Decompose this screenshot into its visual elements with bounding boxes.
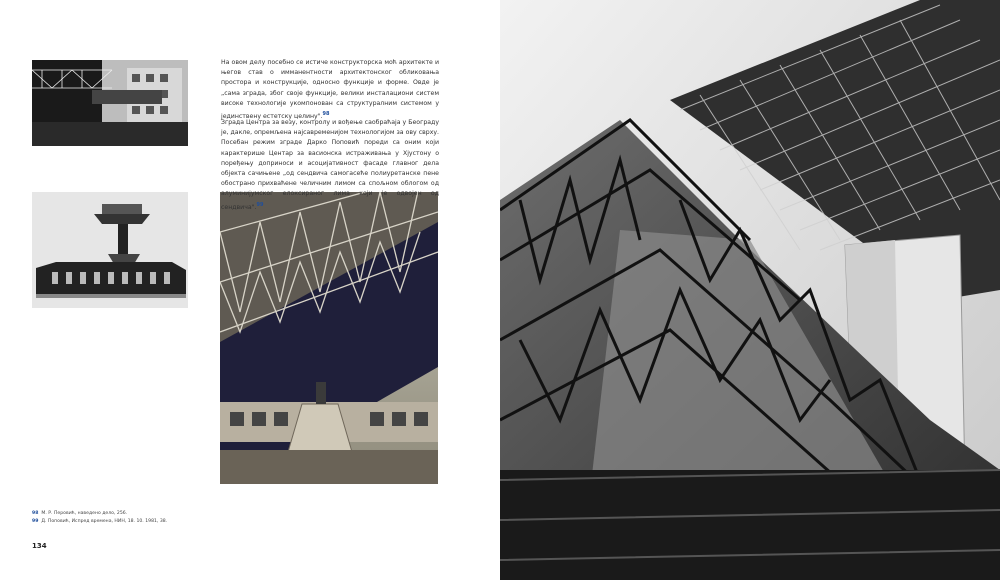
footnote-number: 99 — [32, 519, 39, 524]
paragraph-1 — [221, 58, 439, 122]
footnote-number: 98 — [32, 511, 39, 516]
footnote-98 — [32, 510, 167, 518]
footnote-ref-98[interactable]: 98 — [322, 111, 330, 118]
photo-truss-color — [220, 192, 438, 484]
photo-tower-model — [32, 192, 188, 308]
photo-building-detail — [32, 60, 188, 146]
footnote-text: Д. Поповић, Испред времена, НИН, 18. 10. 1981, 38. — [41, 519, 168, 524]
paragraph-1-text: На овом делу посебно се истиче конструкторска моћ архитекте и његов став о имманентности архитектонског обликовања простора и конструкције, односно функције и форме. Овде је „сама зграда, због своје функције, велики инсталациони систем високе технологије укомпонован са структуралним системом у јединствену естетску целину". — [221, 59, 439, 121]
paragraph-2 — [221, 118, 439, 213]
paragraph-2-text: Зграда Центра за везу, контролу и вођење саобраћаја у Београду је, дакле, опремљена најсавременијом технологијом за ову сврху. Посебан режим зграде Дарко Поповић пореди са оним који карактерише Центар за васионска истраживања у Хјустону о поређењу доприноси и асоцијативност фасаде главног дела објекта сачињене „од сендвича самогасеће полиуретанске пене обострано прихваћене челичним лимом са спољном облогом од алуминијумског елоксираног лима који је одвојен од сендвича". — [221, 119, 439, 211]
footnotes — [32, 510, 167, 526]
footnote-ref-99[interactable]: 99 — [256, 201, 264, 208]
page-number: 134 — [32, 542, 47, 550]
footnote-99 — [32, 518, 167, 526]
footnote-text: М. Р. Перовић, наведено дело, 256. — [41, 511, 128, 516]
photo-large-truss-bw — [500, 0, 1000, 580]
